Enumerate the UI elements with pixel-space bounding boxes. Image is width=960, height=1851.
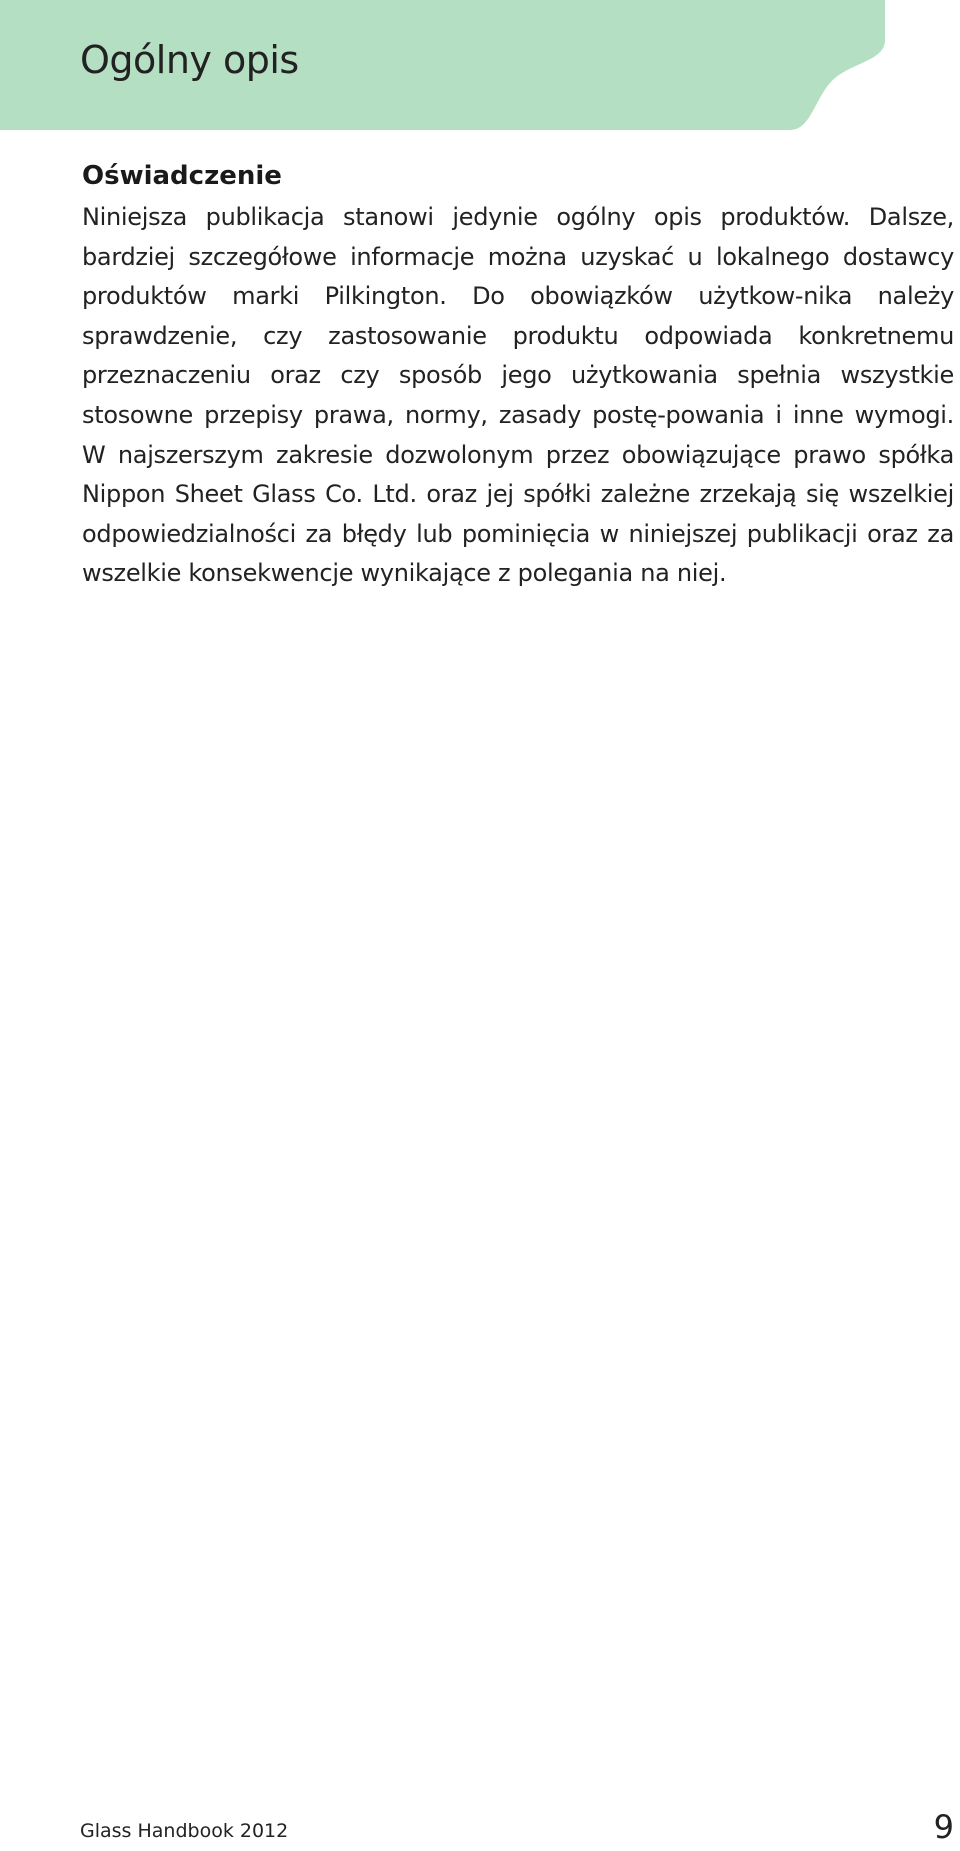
footer-book-title: Glass Handbook 2012: [80, 1820, 289, 1842]
page-footer: [80, 1806, 954, 1846]
disclaimer-paragraph: Niniejsza publikacja stanowi jedynie ogólny opis produktów. Dalsze, bardziej szczegółowe informacje można uzyskać u lokalnego dostawcy produktów marki Pilkington. Do obowiązków użytkow-nika należy sprawdzenie, czy zastosowanie produktu odpowiada konkretnemu przeznaczeniu oraz czy sposób jego użytkowania spełnia wszystkie stosowne przepisy prawa, normy, zasady postę-powania i inne wymogi. W najszerszym zakresie dozwolonym przez obowiązujące prawo spółka Nippon Sheet Glass Co. Ltd. oraz jej spółki zależne zrzekają się wszelkiej odpowiedzialności za błędy lub pominięcia w niniejszej publikacji oraz za wszelkie konsekwencje wynikające z polegania na niej.: [82, 203, 954, 588]
section-heading: Oświadczenie: [82, 161, 282, 191]
content-area: [82, 156, 954, 594]
page-number: 9: [933, 1808, 954, 1846]
page-title: Ogólny opis: [80, 38, 299, 82]
